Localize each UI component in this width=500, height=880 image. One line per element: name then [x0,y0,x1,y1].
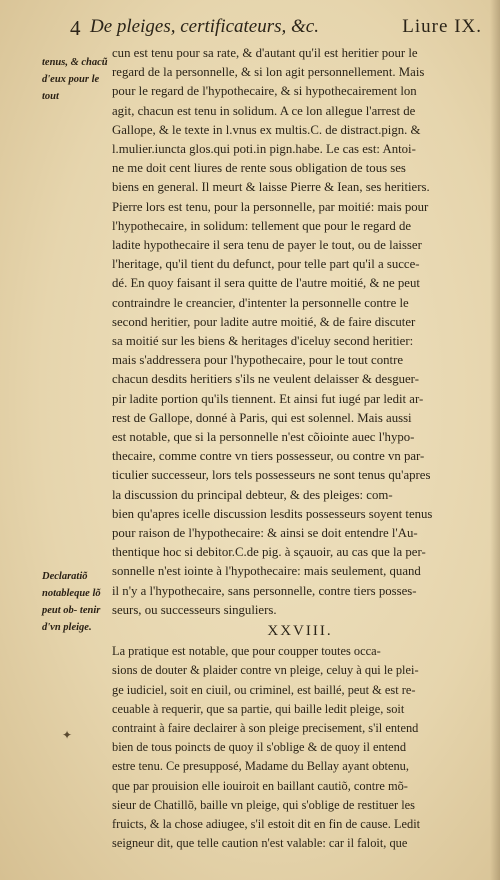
text-line: sonnelle n'est iointe à l'hypothecaire: mais seulement, quand [112,564,421,579]
text-line: pour le regard de l'hypothecaire, & si hypothecairement lon [112,84,417,99]
text-line: mais s'addressera pour l'hypothecaire, pour le tout contre [112,353,404,368]
running-title: De pleiges, certificateurs, &c. [90,16,319,37]
text-line: rest de Gallope, donné à Paris, qui est solennel. Mais aussi [112,410,412,425]
text-line: contraindre le creancier, d'intenter la personnelle contre le [112,295,409,310]
text-line: pour raison de l'hypothecaire: & ainsi se doit entendre l'Au- [112,526,418,541]
text-line: pir ladite portion qu'ils tiennent. Et ainsi fut iugé par ledit ar- [112,391,424,406]
book-number: Liure IX. [402,16,482,37]
text-line: ticulier successeur, lors tels possesseurs ne sont tenus qu'apres [112,468,431,483]
text-line: estre tenu. Ce presupposé, Madame du Bellay ayant obtenu, [112,759,409,774]
text-line: second heritier, pour ladite autre moitié, & de faire discuter [112,314,416,329]
page-header [70,6,490,40]
text-line: ceuable à requerir, que sa partie, qui baille ledit pleige, soit [112,701,405,716]
text-line: chacun desdits heritiers s'ils ne veulent delaisser & desguer- [112,372,419,387]
page-number: 4 [70,16,81,40]
text-line: La pratique est notable, que pour coupper toutes occa- [112,644,381,659]
section-number: XXVIII. [267,623,333,640]
text-line: regard de la personnelle, & si lon agit personnellement. Mais [112,65,425,80]
text-line: cun est tenu pour sa rate, & d'autant qu'il est heritier pour le [112,46,418,60]
text-line: ladite hypothecaire il sera tenu de payer le tout, ou de laisser [112,238,422,253]
text-line: l'heritage, qu'il tient du defunct, pour telle part qu'il a succe- [112,257,420,272]
main-text [112,44,488,853]
text-line: bien qu'apres icelle discussion lesdits possesseurs soyent tenus [112,506,433,521]
text-line: seurs, ou successeurs singuliers. [112,602,277,617]
margin-ornament-icon: ✦ [62,728,73,742]
text-line: sieur de Chatillõ, baille vn pleige, qui s'oblige de restituer les [112,797,415,812]
text-line: bien de tous poincts de quoy il s'oblige & de quoy il entend [112,740,407,755]
text-line: l'hypothecaire, in solidum: tellement que pour le regard de [112,218,412,233]
text-line: la discussion du principal debteur, & des pleiges: com- [112,487,393,502]
text-line: thentique hoc si debitor.C.de pig. à sçauoir, au cas que la per- [112,545,426,560]
margin-note-heirs: tenus, & chacũ d'eux pour le tout [42,57,108,102]
text-line: l.mulier.iuncta glos.qui poti.in pign.habe. Le cas est: Antoi- [112,142,416,157]
text-line: ne me doit cent liures de rente sous obligation de tous ses [112,161,406,176]
text-line: sa moitié sur les biens & heritages d'iceluy second heritier: [112,334,414,349]
text-line: sions de douter & plaider contre vn pleige, celuy à qui le plei- [112,663,419,678]
text-line: ge iudiciel, soit en ciuil, ou criminel, est baillé, peut & est re- [112,682,416,697]
margin-note-declaration: Declaratiõ notableque lõ peut ob- tenir d'vn pleige. [42,571,101,633]
text-line: contraint à faire declairer à son pleige precisement, s'il entend [112,720,419,735]
text-line: que par prouision elle iouiroit en baillant cautiõ, contre mõ- [112,778,408,793]
text-line: dé. En quoy faisant il sera quitte de l'autre moitié, & ne peut [112,276,420,291]
text-line: seigneur dit, que telle caution n'est valable: car il faloit, que [112,836,408,851]
page-edge-shadow [490,0,500,880]
text-line: Gallope, & le texte in l.vnus ex multis.C. de distract.pign. & [112,122,421,137]
text-line: est notable, que si la personnelle n'est cõiointe auec l'hypo- [112,430,415,445]
text-line: fruicts, & la chose adiugee, s'il estoit dit en fin de cause. Ledit [112,816,421,831]
text-line: thecaire, comme contre vn tiers possesseur, ou contre vn par- [112,449,425,464]
text-line: il n'y a l'hypothecaire, sans personnelle, contre tiers posses- [112,583,417,598]
text-line: Pierre lors est tenu, pour la personnelle, par moitié: mais pour [112,199,429,214]
text-line: agit, chacun est tenu in solidum. A ce lon allegue l'arrest de [112,103,416,118]
text-line: biens en general. Il meurt & laisse Pierre & Iean, ses heritiers. [112,180,430,195]
